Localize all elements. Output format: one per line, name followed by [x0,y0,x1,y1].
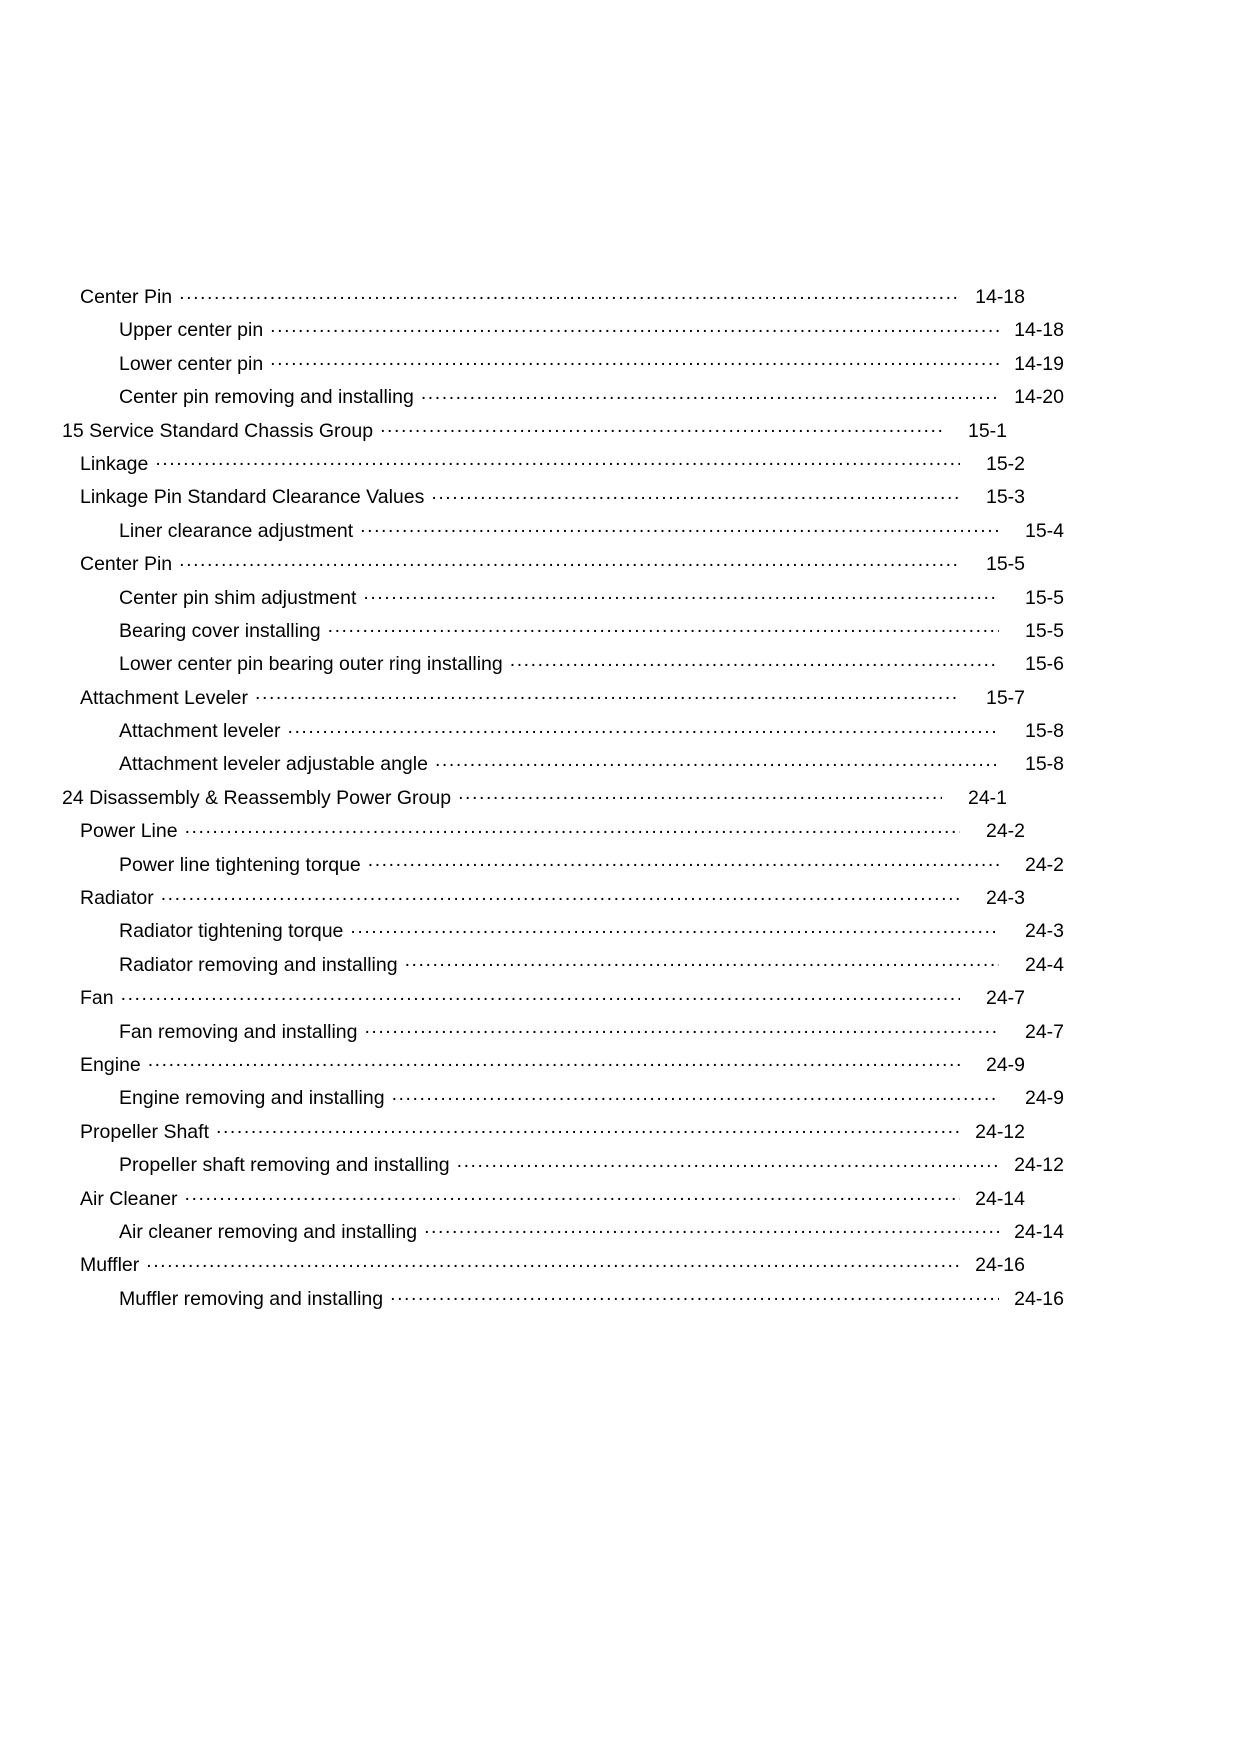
toc-entry[interactable] [62,815,1025,848]
toc-entry[interactable] [62,1082,1064,1115]
toc-entry-page-number: 15-1 [967,419,1007,442]
toc-entry[interactable] [62,281,1025,314]
toc-entry-page-number: 24-16 [1014,1287,1064,1310]
toc-entry-page-number: 15-7 [985,686,1025,709]
dot-leader [424,1218,999,1238]
toc-entry-page-number: 24-14 [975,1187,1025,1210]
toc-entry[interactable] [62,949,1064,982]
toc-entry[interactable] [62,715,1064,748]
dot-leader [405,951,999,971]
toc-entry-page-number: 24-16 [975,1254,1025,1277]
dot-leader [121,985,960,1005]
toc-entry[interactable] [62,615,1064,648]
toc-entry-title: Air cleaner removing and installing [119,1220,418,1243]
toc-entry-page-number: 15-4 [1024,519,1064,542]
dot-leader [368,851,999,871]
dot-leader [431,484,960,504]
dot-leader [363,584,999,604]
toc-entry-title: Power Line [80,820,178,843]
toc-entry[interactable] [62,1116,1025,1149]
toc-entry-page-number: 15-5 [1024,586,1064,609]
toc-entry-title: Radiator removing and installing [119,953,398,976]
toc-entry-title: Fan [80,987,114,1010]
toc-entry-title: Propeller shaft removing and installing [119,1154,450,1177]
toc-entry[interactable] [62,515,1064,548]
toc-entry-title: Liner clearance adjustment [119,519,354,542]
toc-entry-page-number: 24-12 [975,1120,1025,1143]
toc-entry-title: Radiator tightening torque [119,920,344,943]
dot-leader [457,1152,999,1172]
dot-leader [179,551,960,571]
dot-leader [390,1285,999,1305]
dot-leader [179,284,960,304]
toc-entry[interactable] [62,348,1064,381]
toc-entry[interactable] [62,481,1025,514]
toc-entry-title: Center pin removing and installing [119,386,414,409]
toc-entry-page-number: 14-19 [1014,352,1064,375]
toc-entry[interactable] [62,314,1064,347]
dot-leader [458,784,942,804]
toc-entry-title: Center Pin [80,286,173,308]
toc-entry[interactable] [62,648,1064,681]
toc-entry-page-number: 15-8 [1024,720,1064,743]
toc-entry-title: Muffler removing and installing [119,1287,384,1310]
toc-entry[interactable] [62,982,1025,1015]
toc-entry-page-number: 24-3 [1024,920,1064,943]
toc-entry[interactable] [62,1249,1025,1282]
toc-entry-title: Linkage Pin Standard Clearance Values [80,486,425,509]
dot-leader [216,1118,960,1138]
toc-entry[interactable] [62,381,1064,414]
dot-leader [185,818,960,838]
dot-leader [155,450,960,470]
toc-entry-page-number: 14-20 [1014,386,1064,409]
toc-entry-page-number: 24-4 [1024,953,1064,976]
toc-entry[interactable] [62,1283,1064,1316]
toc-entry-page-number: 24-1 [967,786,1007,809]
toc-entry-page-number: 24-9 [1024,1087,1064,1110]
toc-entry-title: Power line tightening torque [119,853,361,876]
toc-entry-title: Lower center pin [119,352,264,375]
toc-entry-title: Attachment leveler adjustable angle [119,753,428,776]
dot-leader [350,918,999,938]
toc-entry-title: Attachment leveler [119,720,281,743]
toc-entry-page-number: 24-3 [985,887,1025,910]
dot-leader [364,1018,999,1038]
toc-entry[interactable] [62,915,1064,948]
toc-entry[interactable] [62,882,1025,915]
dot-leader [360,517,999,537]
toc-entry-page-number: 24-12 [1014,1154,1064,1177]
toc-entry[interactable] [62,782,1007,815]
toc-entry[interactable] [62,1049,1025,1082]
toc-entry-page-number: 24-2 [985,820,1025,843]
toc-entry[interactable] [62,1216,1064,1249]
toc-entry[interactable] [62,849,1064,882]
table-of-contents [62,281,1064,1316]
dot-leader [255,684,960,704]
toc-entry-title: Muffler [80,1254,140,1277]
toc-entry[interactable] [62,415,1007,448]
toc-entry[interactable] [62,1016,1064,1049]
toc-entry-page-number: 15-6 [1024,653,1064,676]
toc-entry-page-number: 14-18 [975,286,1025,308]
dot-leader [288,718,1000,738]
toc-entry[interactable] [62,582,1064,615]
toc-entry-title: Radiator [80,887,154,910]
dot-leader [146,1252,960,1272]
toc-entry-page-number: 15-5 [985,553,1025,576]
dot-leader [380,417,942,437]
toc-entry-page-number: 15-3 [985,486,1025,509]
toc-entry-title: Engine [80,1053,141,1076]
toc-entry-page-number: 24-9 [985,1053,1025,1076]
toc-entry-title: 24 Disassembly & Reassembly Power Group [62,786,452,809]
toc-entry[interactable] [62,748,1064,781]
toc-entry-page-number: 15-2 [985,452,1025,475]
toc-entry-page-number: 15-5 [1024,619,1064,642]
dot-leader [328,617,999,637]
toc-entry-title: Attachment Leveler [80,686,249,709]
toc-entry-page-number: 24-14 [1014,1220,1064,1243]
toc-entry-title: Engine removing and installing [119,1087,385,1110]
toc-entry-title: Center Pin [80,553,173,576]
toc-entry[interactable] [62,1149,1064,1182]
dot-leader [148,1051,960,1071]
toc-entry-title: Linkage [80,452,149,475]
dot-leader [185,1185,960,1205]
toc-entry-title: Air Cleaner [80,1187,178,1210]
toc-entry-title: Lower center pin bearing outer ring installing [119,653,503,676]
dot-leader [392,1085,999,1105]
toc-entry-title: Fan removing and installing [119,1020,358,1043]
toc-entry-page-number: 24-7 [985,987,1025,1010]
dot-leader [435,751,999,771]
toc-entry-page-number: 14-18 [1014,319,1064,342]
toc-entry-page-number: 24-7 [1024,1020,1064,1043]
toc-entry-title: Upper center pin [119,319,264,342]
dot-leader [421,384,999,404]
dot-leader [161,885,960,905]
toc-entry[interactable] [62,548,1025,581]
toc-entry[interactable] [62,448,1025,481]
toc-entry-title: 15 Service Standard Chassis Group [62,419,374,442]
dot-leader [270,317,999,337]
toc-entry[interactable] [62,682,1025,715]
toc-entry-title: Center pin shim adjustment [119,586,357,609]
toc-entry-page-number: 24-2 [1024,853,1064,876]
dot-leader [270,350,999,370]
toc-entry-title: Bearing cover installing [119,619,321,642]
toc-entry-page-number: 15-8 [1024,753,1064,776]
toc-entry-title: Propeller Shaft [80,1120,209,1143]
toc-entry[interactable] [62,1183,1025,1216]
dot-leader [510,651,999,671]
